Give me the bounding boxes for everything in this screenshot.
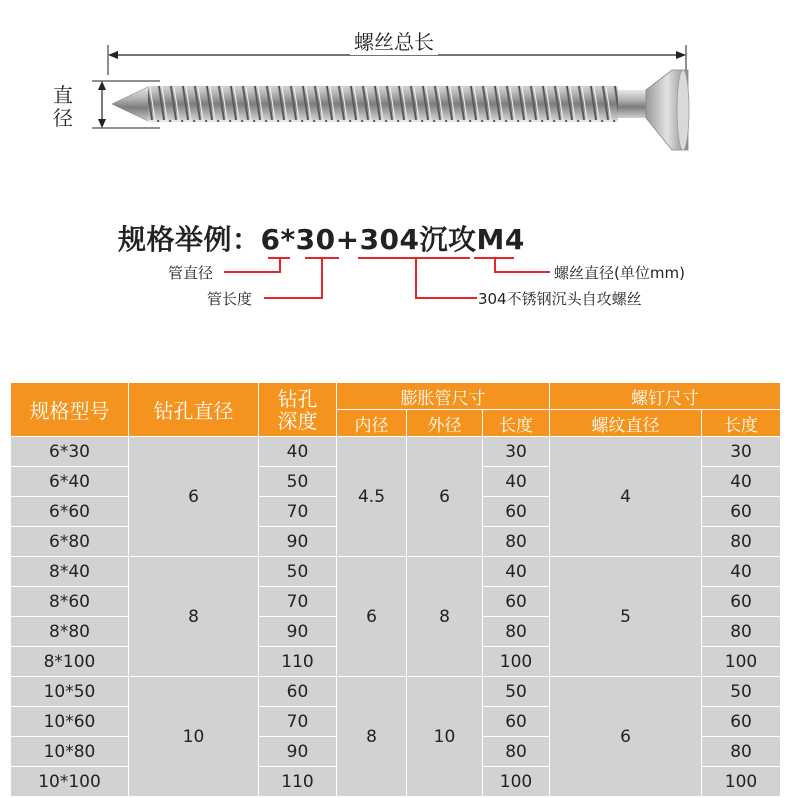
table-row [11,677,781,707]
cell-tube-length: 80 [483,617,550,647]
cell-model: 10*60 [11,707,129,737]
cell-screw-length: 50 [702,677,781,707]
cell-tube-outer: 10 [407,677,483,797]
connector-screw-type-h [415,297,477,299]
cell-model: 8*80 [11,617,129,647]
connector-tube-length-v [321,257,323,299]
cell-tube-length: 50 [483,677,550,707]
cell-model: 6*40 [11,467,129,497]
cell-tube-length: 100 [483,647,550,677]
cell-model: 10*100 [11,767,129,797]
spec-table-body [11,437,781,797]
note-tube-diameter: 管直径 [168,264,214,282]
header-model: 规格型号 [11,383,129,437]
cell-tube-inner: 8 [337,677,407,797]
cell-tube-outer: 8 [407,557,483,677]
cell-screw-length: 80 [702,527,781,557]
cell-tube-length: 80 [483,527,550,557]
cell-drill-diameter: 6 [129,437,259,557]
cell-tube-inner: 6 [337,557,407,677]
cell-tube-inner: 4.5 [337,437,407,557]
cell-model: 6*30 [11,437,129,467]
cell-screw-length: 40 [702,557,781,587]
cell-tube-length: 100 [483,767,550,797]
cell-model: 8*40 [11,557,129,587]
header-tube-length: 长度 [483,410,550,437]
note-tube-length: 管长度 [207,290,253,308]
cell-screw-length: 40 [702,467,781,497]
cell-drill-depth: 60 [259,677,337,707]
cell-drill-diameter: 10 [129,677,259,797]
cell-tube-length: 40 [483,557,550,587]
cell-screw-length: 60 [702,587,781,617]
cell-model: 6*80 [11,527,129,557]
header-screw-length: 长度 [702,410,781,437]
cell-model: 10*50 [11,677,129,707]
header-screw-size: 螺钉尺寸 [550,383,781,410]
cell-tube-outer: 6 [407,437,483,557]
cell-drill-depth: 90 [259,617,337,647]
cell-screw-length: 60 [702,497,781,527]
table-row [11,557,781,587]
cell-drill-depth: 40 [259,437,337,467]
cell-drill-depth: 50 [259,467,337,497]
header-thread-diameter: 螺纹直径 [550,410,702,437]
cell-thread-diameter: 4 [550,437,702,557]
cell-model: 6*60 [11,497,129,527]
header-drill-diameter: 钻孔直径 [129,383,259,437]
cell-screw-length: 60 [702,707,781,737]
connector-screw-type-v [415,257,417,299]
underline-screw-type [358,257,470,259]
diameter-label: 直径 [53,83,73,130]
cell-drill-depth: 90 [259,527,337,557]
note-screw-diameter: 螺丝直径(单位mm) [554,264,685,282]
cell-screw-length: 100 [702,767,781,797]
cell-screw-length: 80 [702,737,781,767]
spec-code: 6*30+304沉攻M4 [260,223,525,256]
cell-tube-length: 60 [483,587,550,617]
cell-drill-depth: 110 [259,767,337,797]
connector-screw-diameter-v [494,257,496,272]
cell-tube-length: 40 [483,467,550,497]
connector-screw-diameter-h [494,271,550,273]
cell-screw-length: 80 [702,617,781,647]
cell-drill-depth: 70 [259,497,337,527]
cell-screw-length: 100 [702,647,781,677]
header-tube-outer: 外径 [407,410,483,437]
header-drill-depth [259,383,337,437]
note-screw-type: 304不锈钢沉头自攻螺丝 [478,290,642,308]
table-row [11,437,781,467]
header-tube-size: 膨胀管尺寸 [337,383,550,410]
cell-drill-depth: 70 [259,587,337,617]
spec-title-prefix: 规格举例： [118,223,261,256]
cell-model: 8*100 [11,647,129,677]
cell-drill-depth: 90 [259,737,337,767]
connector-tube-diameter-h [224,271,281,273]
cell-tube-length: 60 [483,497,550,527]
cell-drill-depth: 50 [259,557,337,587]
spec-table [10,382,781,797]
cell-model: 8*60 [11,587,129,617]
header-drill-depth-text: 钻孔深度 [277,386,318,433]
header-tube-inner: 内径 [337,410,407,437]
cell-model: 10*80 [11,737,129,767]
screw-diagram [0,0,790,200]
cell-screw-length: 30 [702,437,781,467]
spec-example-title [118,218,525,258]
cell-tube-length: 30 [483,437,550,467]
cell-tube-length: 60 [483,707,550,737]
cell-drill-depth: 70 [259,707,337,737]
cell-thread-diameter: 5 [550,557,702,677]
cell-thread-diameter: 6 [550,677,702,797]
cell-drill-depth: 110 [259,647,337,677]
total-length-label: 螺丝总长 [350,26,438,55]
cell-drill-diameter: 8 [129,557,259,677]
connector-tube-diameter-v [279,257,281,272]
cell-tube-length: 80 [483,737,550,767]
connector-tube-length-h [264,297,323,299]
